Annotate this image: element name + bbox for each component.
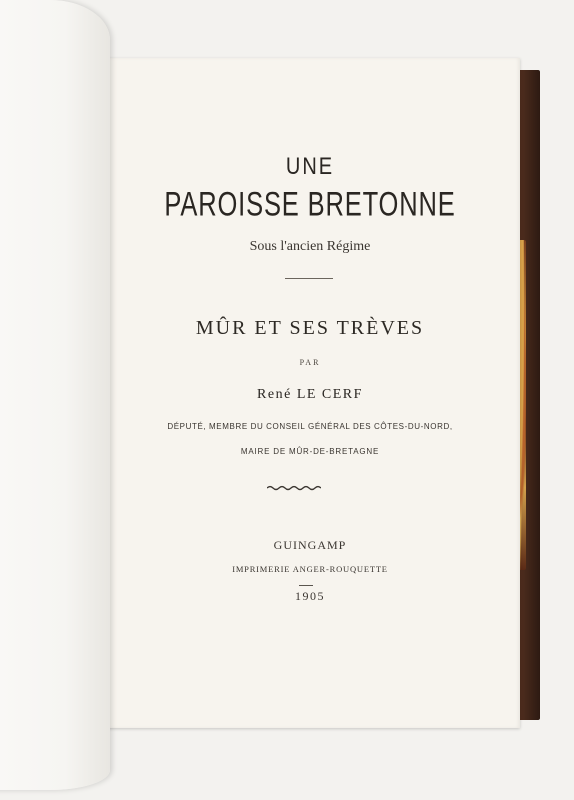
ornament-squiggle (267, 485, 321, 491)
subject-title: MÛR ET SES TRÈVES (195, 317, 425, 339)
publisher-city: GUINGAMP (273, 538, 347, 552)
author-name: René LE CERF (257, 387, 363, 402)
divider-rule (285, 278, 333, 279)
small-rule (299, 585, 313, 586)
title-line-une: UNE (285, 153, 335, 181)
author-role-mayor: MAIRE DE MÛR-DE-BRETAGNE (240, 447, 380, 456)
author-role: DÉPUTÉ, MEMBRE DU CONSEIL GÉNÉRAL DES CÔTES-DU-NORD, (167, 422, 453, 431)
subtitle: Sous l'ancien Régime (249, 239, 371, 254)
printer-name: IMPRIMERIE ANGER-ROUQUETTE (232, 564, 388, 574)
facing-page-curl (0, 0, 110, 790)
publication-year: 1905 (295, 589, 325, 603)
main-title: PAROISSE BRETONNE (164, 185, 456, 224)
title-page (100, 58, 520, 728)
by-label: PAR (299, 358, 321, 367)
